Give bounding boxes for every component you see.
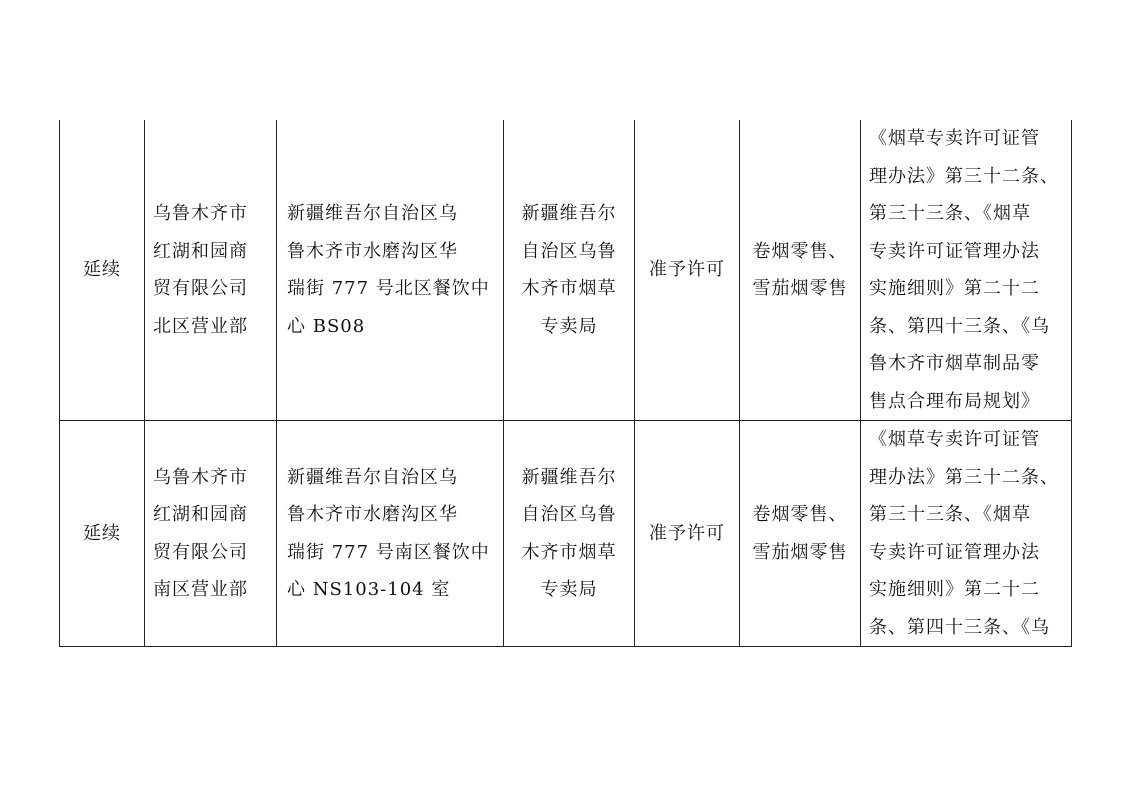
scope-cell (740, 421, 861, 647)
issuing-authority: 新疆维吾尔 自治区乌鲁 木齐市烟草 专卖局 (521, 466, 617, 600)
address-cell (277, 120, 504, 421)
business-scope: 卷烟零售、 雪茄烟零售 (752, 504, 848, 563)
authority-cell (504, 421, 635, 647)
legal-basis-cell (861, 421, 1072, 647)
authority-cell (504, 120, 635, 421)
entity-name-cell (145, 421, 277, 647)
scope-cell (740, 120, 861, 421)
business-scope: 卷烟零售、 雪茄烟零售 (752, 240, 848, 299)
table-row (60, 421, 1072, 647)
permit-type: 延续 (83, 522, 121, 544)
permit-decision: 准予许可 (649, 259, 725, 281)
entity-name-cell (145, 120, 277, 421)
entity-name: 乌鲁木齐市 红湖和园商 贸有限公司 北区营业部 (153, 203, 248, 337)
legal-basis: 《烟草专卖许可证管 理办法》第三十二条、 第三十三条、《烟草 专卖许可证管理办法 实施细则》第二十二 条、第四十三条、《乌 (869, 429, 1059, 638)
permit-table (59, 120, 1072, 647)
business-address: 新疆维吾尔自治区乌 鲁木齐市水磨沟区华 瑞街 777 号南区餐饮中 心 NS103-104 室 (287, 466, 490, 600)
permit-decision: 准予许可 (649, 522, 725, 544)
permit-type-cell (60, 421, 145, 647)
issuing-authority: 新疆维吾尔 自治区乌鲁 木齐市烟草 专卖局 (521, 203, 617, 337)
table-row (60, 120, 1072, 421)
permit-type-cell (60, 120, 145, 421)
business-address: 新疆维吾尔自治区乌 鲁木齐市水磨沟区华 瑞街 777 号北区餐饮中 心 BS08 (287, 203, 490, 337)
address-cell (277, 421, 504, 647)
permit-type: 延续 (83, 259, 121, 281)
legal-basis: 《烟草专卖许可证管 理办法》第三十二条、 第三十三条、《烟草 专卖许可证管理办法 实施细则》第二十二 条、第四十三条、《乌 鲁木齐市烟草制品零 售点合理布局规划》 (869, 128, 1059, 412)
entity-name: 乌鲁木齐市 红湖和园商 贸有限公司 南区营业部 (153, 466, 248, 600)
decision-cell (635, 120, 740, 421)
legal-basis-cell (861, 120, 1072, 421)
decision-cell (635, 421, 740, 647)
